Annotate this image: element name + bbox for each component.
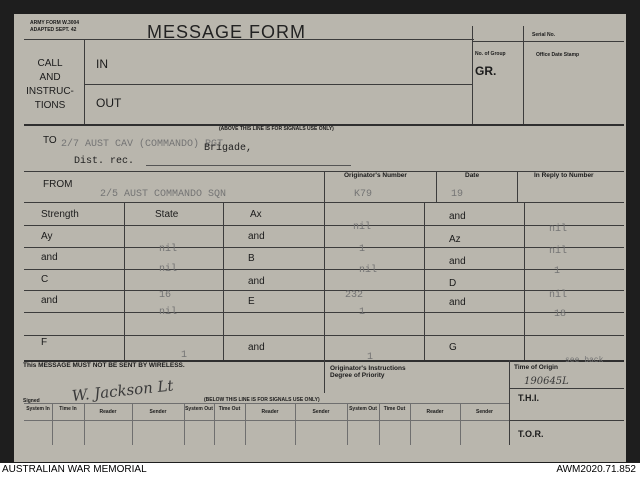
instructions-divider (324, 360, 325, 393)
grid-r7-c1: F (41, 337, 48, 348)
grid-r2-c5: Az (449, 234, 461, 245)
grid-row-3 (24, 269, 624, 270)
grid-r5-c6: nil (549, 290, 568, 301)
from-div-1 (324, 171, 325, 202)
adapted-date: ADAPTED SEPT. 42 (30, 27, 77, 33)
signal-table-top (24, 403, 509, 404)
see-back-note: see back (565, 356, 604, 365)
and-label: AND (39, 72, 61, 83)
grid-r3-c5: and (449, 256, 466, 267)
wireless-note: This MESSAGE MUST NOT BE SENT BY WIRELESS. (23, 362, 185, 369)
grid-r1-c1: Strength (41, 209, 79, 220)
grid-r6-c6: 18 (554, 309, 567, 320)
to-value: 2/7 AUST CAV (COMMANDO) RGT (61, 139, 224, 150)
above-line-note: (ABOVE THIS LINE IS FOR SIGNALS USE ONLY) (219, 126, 334, 132)
brigade-text: Brigade, (204, 143, 253, 154)
signal-header-2: Time In (59, 406, 77, 412)
office-date-stamp-label: Office Date Stamp (536, 52, 580, 58)
date-label: Date (465, 172, 480, 179)
grid-r7-c5: G (449, 342, 457, 353)
footer-accession-number: AWM2020.71.852 (556, 464, 636, 475)
grid-r5-c1: and (41, 295, 58, 306)
originators-instructions-label: Originator's Instructions (330, 365, 406, 372)
signed-label: Signed (23, 398, 40, 404)
serial-rule (472, 41, 624, 42)
tions-label: TIONS (34, 100, 66, 111)
no-of-group-label: No. of Group (475, 51, 506, 57)
grid-r3-c6: nil (549, 246, 568, 257)
call-divider (84, 39, 85, 124)
signal-header-1: System In (26, 406, 50, 412)
grid-r5-c3: E (248, 296, 255, 307)
reply-number-label: In Reply to Number (534, 172, 594, 179)
grid-extra-c4: 1 (367, 352, 374, 363)
grid-r4-c1: C (41, 274, 49, 285)
grid-r6-c2: nil (159, 307, 178, 318)
signal-header-12: Sender (476, 409, 493, 415)
grid-r2-c4: nil (353, 222, 372, 233)
grid-r3-c2: nil (159, 244, 178, 255)
in-out-rule (84, 84, 472, 85)
origin-divider (509, 360, 510, 445)
archive-footer (0, 463, 640, 477)
grid-r1-c5: and (449, 211, 466, 222)
grid-r3-c3: B (248, 253, 255, 264)
time-of-origin-value: 190645L (524, 376, 569, 387)
dist-rec-label: Dist. rec. (74, 156, 135, 167)
from-div-3 (517, 171, 518, 202)
message-form (14, 14, 626, 462)
below-line-note: (BELOW THIS LINE IS FOR SIGNALS USE ONLY) (204, 397, 320, 403)
originators-number-label: Originator's Number (344, 172, 407, 179)
origin-rule (509, 388, 624, 389)
grid-r1-c2: State (155, 209, 179, 220)
in-label: IN (96, 57, 108, 71)
signal-header-4: Sender (149, 409, 167, 415)
group-divider (472, 26, 473, 124)
grid-r6-c4: 1 (359, 307, 366, 318)
grid-r5-c4: 232 (345, 290, 364, 301)
signal-header-7: Reader (261, 409, 279, 415)
grid-r3-c4: 1 (359, 244, 366, 255)
thi-rule (509, 420, 624, 421)
grid-row-6 (24, 335, 624, 336)
grid-r4-c6: 1 (554, 266, 561, 277)
stamp-divider (523, 26, 524, 124)
grid-r4-c2: nil (159, 264, 178, 275)
footer-institution: AUSTRALIAN WAR MEMORIAL (2, 464, 147, 475)
signal-table-mid (24, 420, 509, 421)
grid-extra-c2: 1 (181, 350, 188, 361)
signature: W. Jackson Lt (71, 376, 175, 405)
grid-row-1 (24, 225, 624, 226)
grid-row-4 (24, 290, 624, 291)
signal-header-8: Sender (312, 409, 330, 415)
signal-header-10: Time Out (383, 406, 406, 412)
from-value: 2/5 AUST COMMANDO SQN (100, 189, 227, 200)
grid-r5-c5: and (449, 297, 466, 308)
date-value: 19 (451, 189, 464, 200)
to-label: TO (43, 135, 57, 146)
form-title: MESSAGE FORM (147, 22, 307, 42)
grid-r1-c3: Ax (250, 209, 262, 220)
grid-r4-c5: D (449, 278, 457, 289)
header-top-rule (24, 39, 474, 40)
serial-no-label: Serial No. (532, 32, 556, 38)
originators-number: K79 (354, 189, 373, 200)
from-div-2 (436, 171, 437, 202)
grid-r5-c2: 16 (159, 290, 172, 301)
grid-row-2 (24, 247, 624, 248)
grid-r4-c3: and (248, 276, 265, 287)
out-label: OUT (96, 96, 122, 110)
signal-header-11: Reader (426, 409, 444, 415)
signal-header-9: System Out (349, 406, 377, 412)
army-form-number: ARMY FORM W.3004 (30, 20, 80, 26)
from-label: FROM (43, 179, 73, 190)
call-label: CALL (37, 58, 63, 69)
grid-r2-c1: Ay (41, 231, 53, 242)
grid-row-5 (24, 312, 624, 313)
grid-r3-c1: and (41, 252, 58, 263)
grid-r4-c4: nil (359, 265, 378, 276)
signal-header-5: System Out (185, 406, 213, 412)
signal-header-3: Reader (99, 409, 117, 415)
signal-header-6: Time Out (218, 406, 241, 412)
time-of-origin-label: Time of Origin (514, 364, 558, 371)
thi-label: T.H.I. (518, 393, 540, 403)
instruc-label: INSTRUC- (26, 86, 74, 97)
grid-r7-c3: and (248, 342, 265, 353)
dist-rec-line (146, 165, 351, 166)
tor-label: T.O.R. (518, 429, 544, 439)
gr-label: GR. (475, 64, 497, 78)
grid-r2-c6: nil (549, 224, 568, 235)
degree-priority-label: Degree of Priority (330, 372, 385, 379)
grid-r2-c3: and (248, 231, 265, 242)
